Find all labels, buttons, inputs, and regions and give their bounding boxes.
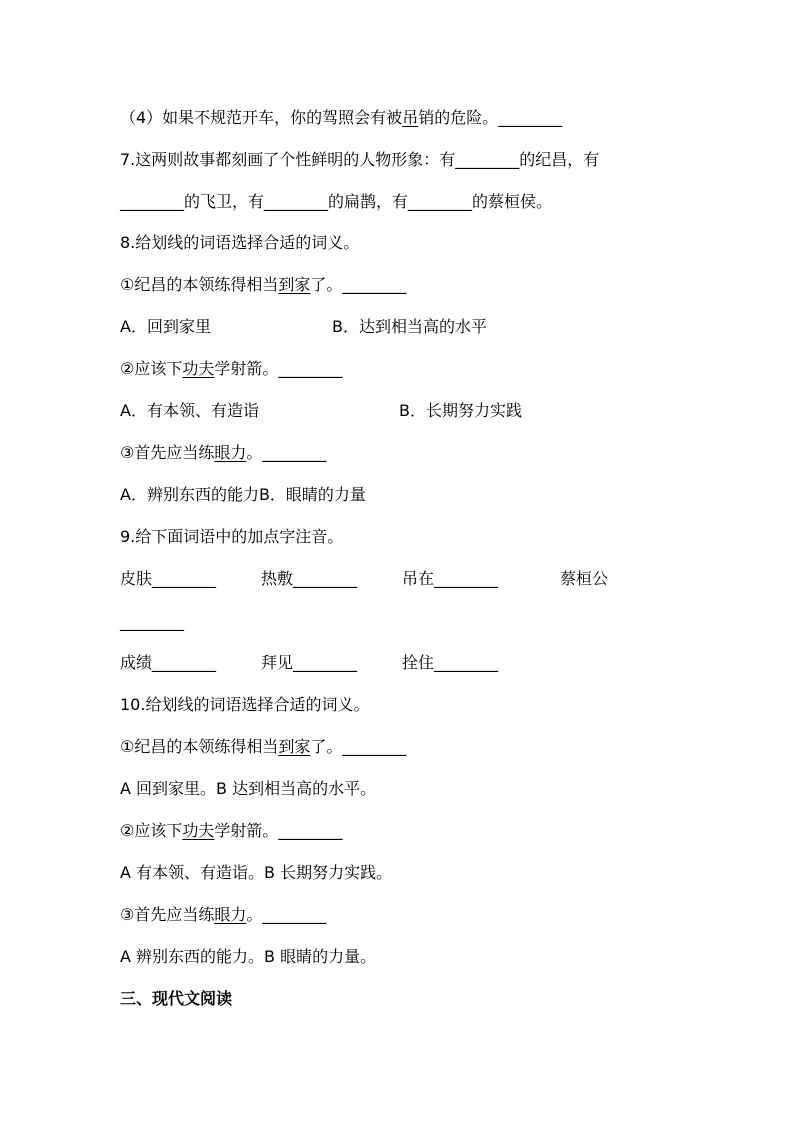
- q6-4-post: 销的危险。________: [418, 108, 563, 127]
- q8-s1-option-a: A．回到家里: [120, 317, 211, 336]
- section-3-heading: 三、现代文阅读: [120, 989, 233, 1008]
- q9-word-4: 蔡桓公: [560, 569, 609, 588]
- q8-s3-post: 。________: [246, 443, 327, 462]
- q10-sentence-1: [120, 737, 406, 757]
- q8-s1-option-b: B．达到相当高的水平: [332, 317, 487, 336]
- q8-options-3: A．辨别东西的能力B．眼睛的力量: [120, 485, 366, 504]
- q9-row-1: [120, 569, 680, 589]
- q6-4-sentence: [120, 108, 562, 128]
- q10-s2-underlined: 功夫: [182, 821, 215, 840]
- q6-4-underlined: 吊: [402, 108, 419, 127]
- q10-sentence-2: [120, 821, 342, 841]
- q8-sentence-1: [120, 275, 406, 295]
- q10-options-2: A 有本领、有造诣。B 长期努力实践。: [120, 863, 393, 882]
- q8-s1-underlined: 到家: [278, 275, 311, 294]
- q9-word-5: 成绩________: [120, 653, 217, 672]
- q9-title: 9.给下面词语中的加点字注音。: [120, 527, 344, 546]
- q10-s2-post: 学射箭。________: [214, 821, 343, 840]
- q10-s3-underlined: 眼力: [214, 905, 247, 924]
- q8-options-1: [120, 317, 487, 337]
- q10-s1-underlined: 到家: [278, 737, 311, 756]
- q10-s1-post: 了。________: [310, 737, 407, 756]
- q8-s2-post: 学射箭。________: [214, 359, 343, 378]
- q10-options-1: A 回到家里。B 达到相当高的水平。: [120, 779, 377, 798]
- q8-s2-option-a: A．有本领、有造诣: [120, 401, 259, 420]
- q7-line2: ________的飞卫，有________的扁鹊，有________的蔡桓侯。: [120, 192, 553, 211]
- q9-word-3: 吊在________: [402, 569, 499, 588]
- q10-s3-pre: ③首先应当练: [120, 905, 215, 924]
- q9-word-7: 拴住________: [402, 653, 499, 672]
- q8-sentence-3: [120, 443, 326, 463]
- q9-word-6: 拜见________: [261, 653, 358, 672]
- q10-options-3: A 辨别东西的能力。B 眼睛的力量。: [120, 947, 377, 966]
- q9-word-1: 皮肤________: [120, 569, 217, 588]
- q8-s2-option-b: B．长期努力实践: [399, 401, 522, 420]
- q8-s3-pre: ③首先应当练: [120, 443, 215, 462]
- q8-title: 8.给划线的词语选择合适的词义。: [120, 233, 360, 252]
- q10-s1-pre: ①纪昌的本领练得相当: [120, 737, 279, 756]
- q8-sentence-2: [120, 359, 342, 379]
- q8-s3-underlined: 眼力: [214, 443, 247, 462]
- q10-s3-post: 。________: [246, 905, 327, 924]
- q8-s1-post: 了。________: [310, 275, 407, 294]
- q7-line1: 7.这两则故事都刻画了个性鲜明的人物形象：有________的纪昌，有: [120, 150, 600, 169]
- q8-options-2: [120, 401, 522, 421]
- q9-row-1-continued: ________: [120, 612, 184, 631]
- q8-s2-underlined: 功夫: [182, 359, 215, 378]
- q6-4-pre: （4）如果不规范开车，你的驾照会有被: [120, 108, 403, 127]
- q10-s2-pre: ②应该下: [120, 821, 183, 840]
- q10-sentence-3: [120, 905, 326, 925]
- q9-row-2: [120, 653, 680, 673]
- q10-title: 10.给划线的词语选择合适的词义。: [120, 695, 370, 714]
- q9-word-2: 热敷________: [261, 569, 358, 588]
- q8-s1-pre: ①纪昌的本领练得相当: [120, 275, 279, 294]
- q8-s2-pre: ②应该下: [120, 359, 183, 378]
